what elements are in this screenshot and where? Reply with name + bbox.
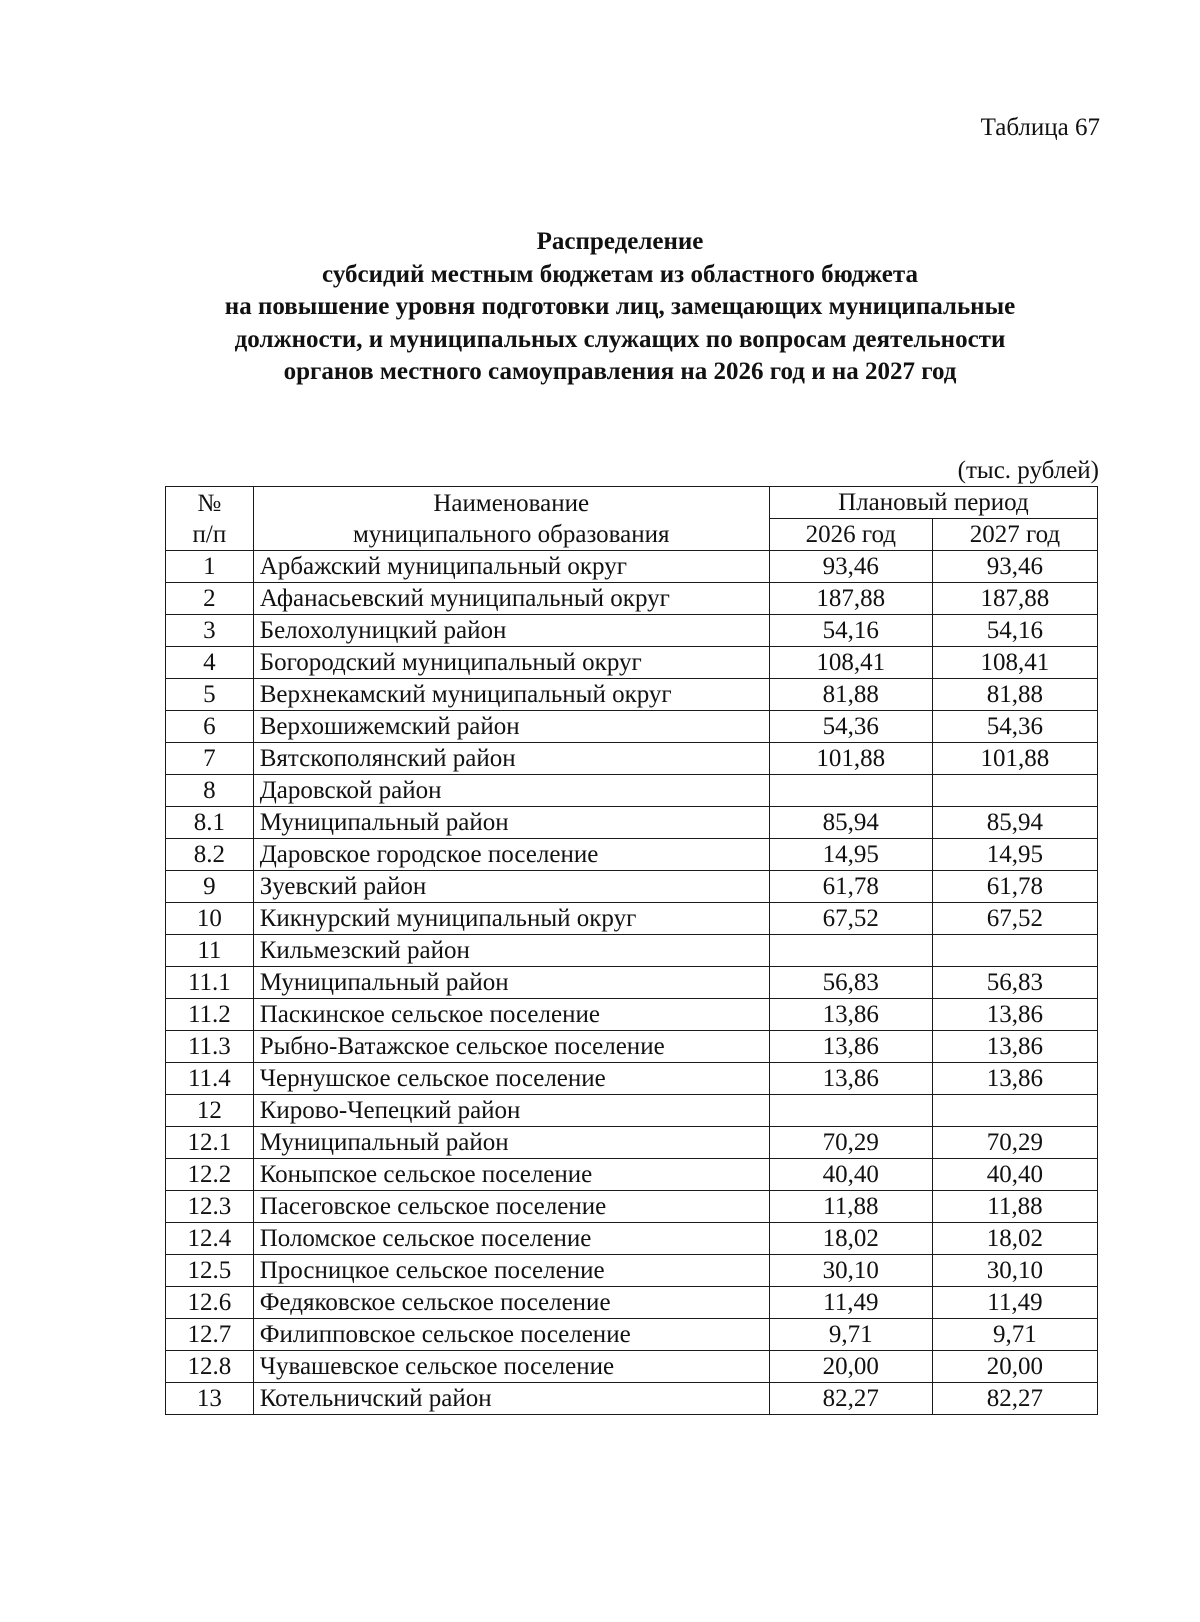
row-number-cell: 8.2 [166, 839, 254, 871]
header-year-2027: 2027 год [932, 519, 1097, 551]
row-name-cell: Кильмезский район [253, 935, 769, 967]
header-number-cell [166, 487, 254, 551]
table-row [166, 615, 1098, 647]
row-value-2027-cell: 14,95 [932, 839, 1097, 871]
row-number-cell: 7 [166, 743, 254, 775]
row-number-cell: 2 [166, 583, 254, 615]
units-label: (тыс. рублей) [957, 457, 1099, 484]
row-value-2026-cell: 70,29 [769, 1127, 932, 1159]
row-number-cell: 11.1 [166, 967, 254, 999]
row-value-2026-cell [769, 775, 932, 807]
row-number-cell: 6 [166, 711, 254, 743]
table-row [166, 551, 1098, 583]
table-row [166, 1159, 1098, 1191]
row-value-2027-cell: 81,88 [932, 679, 1097, 711]
row-value-2027-cell: 9,71 [932, 1319, 1097, 1351]
row-value-2026-cell: 81,88 [769, 679, 932, 711]
table-row [166, 871, 1098, 903]
row-value-2027-cell: 54,16 [932, 615, 1097, 647]
row-value-2027-cell: 13,86 [932, 1063, 1097, 1095]
row-value-2026-cell: 18,02 [769, 1223, 932, 1255]
row-number-cell: 11.2 [166, 999, 254, 1031]
header-name-line1: Наименование [433, 489, 590, 517]
row-value-2027-cell [932, 935, 1097, 967]
row-name-cell: Арбажский муниципальный округ [253, 551, 769, 583]
header-period-cell: Плановый период [769, 487, 1097, 519]
table-row [166, 999, 1098, 1031]
row-number-cell: 12.2 [166, 1159, 254, 1191]
row-number-cell: 4 [166, 647, 254, 679]
row-value-2026-cell: 14,95 [769, 839, 932, 871]
row-number-cell: 11 [166, 935, 254, 967]
row-value-2026-cell: 61,78 [769, 871, 932, 903]
row-number-cell: 5 [166, 679, 254, 711]
row-value-2026-cell: 67,52 [769, 903, 932, 935]
row-value-2027-cell [932, 775, 1097, 807]
row-value-2026-cell: 85,94 [769, 807, 932, 839]
row-value-2026-cell: 9,71 [769, 1319, 932, 1351]
table-row [166, 583, 1098, 615]
row-value-2026-cell: 20,00 [769, 1351, 932, 1383]
table-row [166, 1383, 1098, 1415]
row-name-cell: Просницкое сельское поселение [253, 1255, 769, 1287]
table-row [166, 1127, 1098, 1159]
table-row [166, 711, 1098, 743]
row-value-2026-cell: 13,86 [769, 1031, 932, 1063]
table-row [166, 1191, 1098, 1223]
document-title [150, 226, 1090, 389]
table-body [166, 551, 1098, 1415]
row-name-cell: Афанасьевский муниципальный округ [253, 583, 769, 615]
row-number-cell: 12.1 [166, 1127, 254, 1159]
row-name-cell: Филипповское сельское поселение [253, 1319, 769, 1351]
row-value-2027-cell: 20,00 [932, 1351, 1097, 1383]
row-value-2026-cell: 11,49 [769, 1287, 932, 1319]
row-number-cell: 9 [166, 871, 254, 903]
row-name-cell: Богородский муниципальный округ [253, 647, 769, 679]
row-value-2026-cell: 187,88 [769, 583, 932, 615]
row-value-2027-cell: 82,27 [932, 1383, 1097, 1415]
table-row [166, 839, 1098, 871]
table-row [166, 967, 1098, 999]
row-value-2027-cell: 56,83 [932, 967, 1097, 999]
table-row [166, 1351, 1098, 1383]
row-number-cell: 12.4 [166, 1223, 254, 1255]
row-name-cell: Верхнекамский муниципальный округ [253, 679, 769, 711]
row-value-2027-cell: 54,36 [932, 711, 1097, 743]
table-row [166, 679, 1098, 711]
row-name-cell: Кикнурский муниципальный округ [253, 903, 769, 935]
row-number-cell: 1 [166, 551, 254, 583]
row-value-2026-cell: 54,16 [769, 615, 932, 647]
row-name-cell: Чернушское сельское поселение [253, 1063, 769, 1095]
table-row [166, 1255, 1098, 1287]
table-number: Таблица 67 [980, 114, 1100, 141]
row-name-cell: Муниципальный район [253, 1127, 769, 1159]
row-value-2027-cell: 13,86 [932, 1031, 1097, 1063]
table-row [166, 647, 1098, 679]
row-number-cell: 11.3 [166, 1031, 254, 1063]
table-row [166, 1319, 1098, 1351]
header-number-line2: п/п [192, 520, 227, 548]
table-row [166, 903, 1098, 935]
row-value-2027-cell: 11,88 [932, 1191, 1097, 1223]
header-year-2026: 2026 год [769, 519, 932, 551]
table-row [166, 1031, 1098, 1063]
row-name-cell: Зуевский район [253, 871, 769, 903]
row-value-2026-cell: 82,27 [769, 1383, 932, 1415]
row-name-cell: Коныпское сельское поселение [253, 1159, 769, 1191]
row-value-2026-cell: 93,46 [769, 551, 932, 583]
row-value-2027-cell: 101,88 [932, 743, 1097, 775]
row-name-cell: Поломское сельское поселение [253, 1223, 769, 1255]
row-number-cell: 13 [166, 1383, 254, 1415]
row-number-cell: 12 [166, 1095, 254, 1127]
row-number-cell: 12.7 [166, 1319, 254, 1351]
row-name-cell: Белохолуницкий район [253, 615, 769, 647]
row-value-2026-cell [769, 935, 932, 967]
row-value-2026-cell: 101,88 [769, 743, 932, 775]
row-value-2026-cell: 56,83 [769, 967, 932, 999]
row-number-cell: 10 [166, 903, 254, 935]
title-line: Распределение [536, 228, 704, 255]
row-value-2027-cell: 11,49 [932, 1287, 1097, 1319]
row-value-2027-cell: 13,86 [932, 999, 1097, 1031]
title-line: субсидий местным бюджетам из областного бюджета [322, 260, 918, 288]
row-name-cell: Верхошижемский район [253, 711, 769, 743]
row-number-cell: 8.1 [166, 807, 254, 839]
table-row [166, 743, 1098, 775]
row-value-2027-cell: 30,10 [932, 1255, 1097, 1287]
header-name-line2: муниципального образования [352, 520, 670, 548]
row-value-2026-cell: 11,88 [769, 1191, 932, 1223]
table-row [166, 935, 1098, 967]
table-row [166, 1095, 1098, 1127]
row-name-cell: Вятскополянский район [253, 743, 769, 775]
row-number-cell: 12.6 [166, 1287, 254, 1319]
row-name-cell: Кирово-Чепецкий район [253, 1095, 769, 1127]
row-value-2027-cell: 108,41 [932, 647, 1097, 679]
header-number-line1: № [197, 489, 222, 517]
row-name-cell: Даровской район [253, 775, 769, 807]
row-number-cell: 11.4 [166, 1063, 254, 1095]
row-value-2026-cell: 54,36 [769, 711, 932, 743]
row-value-2026-cell: 13,86 [769, 1063, 932, 1095]
row-value-2027-cell: 61,78 [932, 871, 1097, 903]
row-name-cell: Рыбно-Ватажское сельское поселение [253, 1031, 769, 1063]
row-number-cell: 12.8 [166, 1351, 254, 1383]
row-name-cell: Котельничский район [253, 1383, 769, 1415]
row-name-cell: Федяковское сельское поселение [253, 1287, 769, 1319]
title-line: на повышение уровня подготовки лиц, замещающих муниципальные [224, 293, 1016, 320]
row-value-2026-cell: 30,10 [769, 1255, 932, 1287]
row-name-cell: Даровское городское поселение [253, 839, 769, 871]
title-line: должности, и муниципальных служащих по вопросам деятельности [234, 325, 1006, 353]
row-value-2027-cell [932, 1095, 1097, 1127]
row-number-cell: 12.5 [166, 1255, 254, 1287]
table-row [166, 807, 1098, 839]
row-number-cell: 8 [166, 775, 254, 807]
row-value-2027-cell: 93,46 [932, 551, 1097, 583]
table-row [166, 775, 1098, 807]
row-name-cell: Пасеговское сельское поселение [253, 1191, 769, 1223]
title-line: органов местного самоуправления на 2026 год и на 2027 год [283, 358, 957, 385]
row-value-2026-cell [769, 1095, 932, 1127]
row-value-2026-cell: 13,86 [769, 999, 932, 1031]
row-value-2027-cell: 40,40 [932, 1159, 1097, 1191]
row-value-2026-cell: 108,41 [769, 647, 932, 679]
row-number-cell: 3 [166, 615, 254, 647]
row-name-cell: Паскинское сельское поселение [253, 999, 769, 1031]
subsidy-table [165, 486, 1098, 1415]
row-number-cell: 12.3 [166, 1191, 254, 1223]
row-value-2026-cell: 40,40 [769, 1159, 932, 1191]
row-value-2027-cell: 187,88 [932, 583, 1097, 615]
row-value-2027-cell: 67,52 [932, 903, 1097, 935]
table-row [166, 1223, 1098, 1255]
row-name-cell: Муниципальный район [253, 807, 769, 839]
row-value-2027-cell: 18,02 [932, 1223, 1097, 1255]
table-row [166, 1063, 1098, 1095]
row-value-2027-cell: 85,94 [932, 807, 1097, 839]
row-name-cell: Чувашевское сельское поселение [253, 1351, 769, 1383]
table-row [166, 1287, 1098, 1319]
row-name-cell: Муниципальный район [253, 967, 769, 999]
header-name-cell [253, 487, 769, 551]
row-value-2027-cell: 70,29 [932, 1127, 1097, 1159]
